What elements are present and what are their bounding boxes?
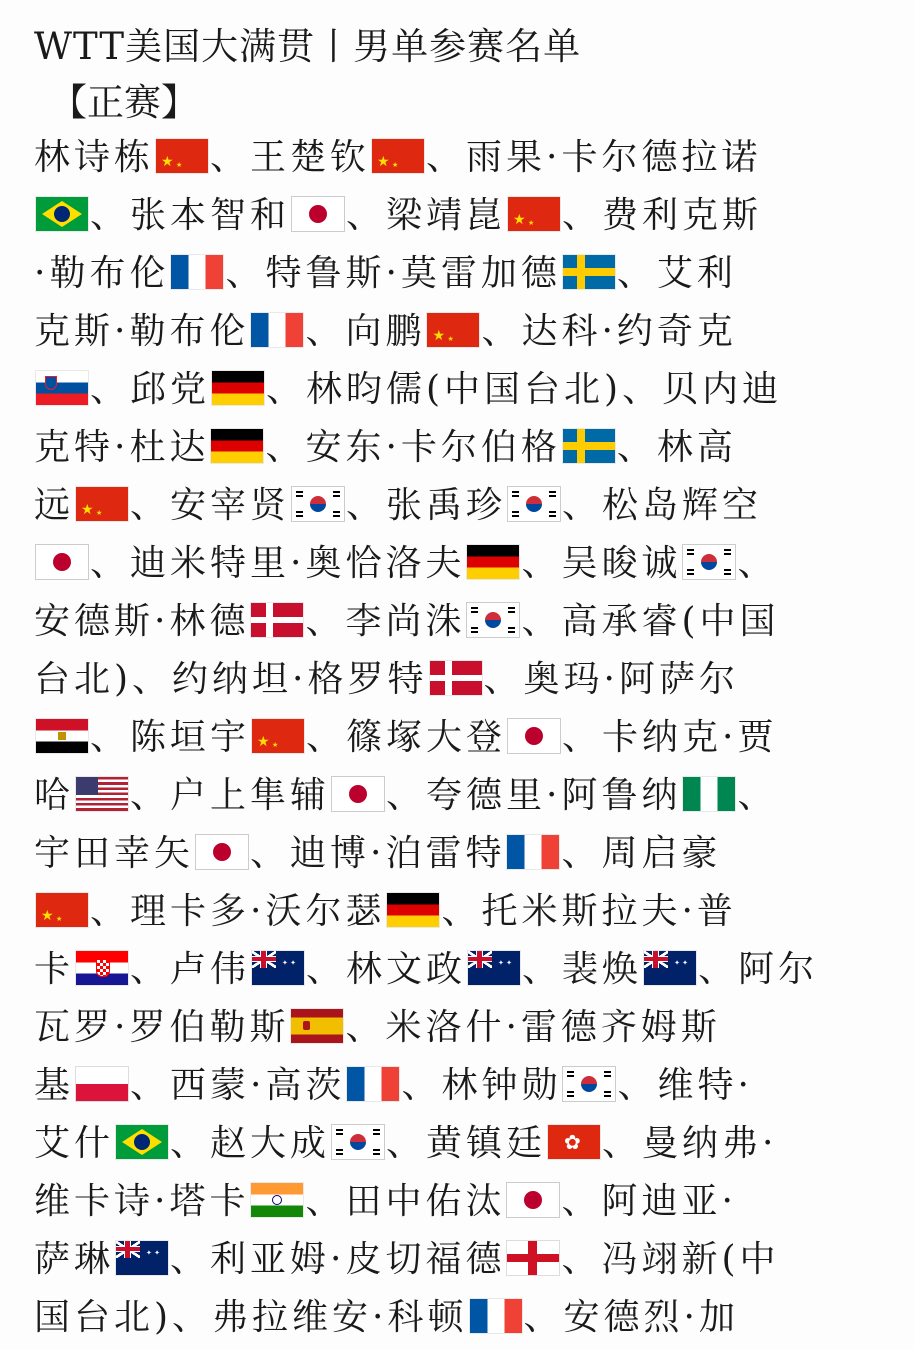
text-segment: 、赵大成: [170, 1123, 331, 1164]
text-segment: 哈: [34, 775, 75, 816]
china-flag-icon: [508, 197, 560, 231]
sweden-flag-icon: [563, 255, 615, 289]
text-segment: 、艾利: [616, 253, 737, 294]
korea-flag-icon: [683, 545, 735, 579]
nigeria-flag-icon: [683, 777, 735, 811]
text-segment: 、利亚姆·皮切福德: [170, 1239, 506, 1280]
text-segment: 、: [737, 543, 778, 584]
text-segment: 、达科·约奇克: [481, 311, 737, 352]
text-segment: 、奥玛·阿萨尔: [483, 659, 739, 700]
text-segment: 台北)、约纳坦·格罗特: [34, 659, 428, 700]
china-flag-icon: [36, 893, 88, 927]
france-flag-icon: [347, 1067, 399, 1101]
text-segment: 、托米斯拉夫·普: [441, 891, 737, 932]
text-line: [34, 948, 818, 992]
text-segment: 、松岛辉空: [562, 485, 763, 526]
text-segment: 、曼纳弗·: [602, 1123, 778, 1164]
text-line: [34, 194, 762, 238]
text-segment: 、向鹏: [305, 311, 426, 352]
text-segment: 卡: [34, 949, 75, 990]
text-segment: 、吴晙诚: [521, 543, 682, 584]
text-segment: 、林文政: [306, 949, 467, 990]
korea-flag-icon: [563, 1067, 615, 1101]
china-flag-icon: [427, 313, 479, 347]
text-segment: 、户上隼辅: [130, 775, 331, 816]
text-line: [34, 542, 777, 586]
text-segment: 、陈垣宇: [90, 717, 251, 758]
text-line: [34, 832, 721, 876]
text-segment: 、米洛什·雷德齐姆斯: [345, 1007, 721, 1048]
text-segment: 、西蒙·高茨: [130, 1065, 346, 1106]
text-segment: 、安德烈·加: [523, 1297, 739, 1338]
text-segment: 、梁靖崑: [346, 195, 507, 236]
text-line: [34, 1006, 721, 1050]
denmark-flag-icon: [251, 603, 303, 637]
china-flag-icon: [156, 139, 208, 173]
text-segment: 维卡诗·塔卡: [34, 1181, 250, 1222]
text-line: [34, 1296, 739, 1340]
usa-flag-icon: [76, 777, 128, 811]
text-segment: 、卡纳克·贾: [562, 717, 778, 758]
text-segment: 林诗栋: [34, 137, 155, 178]
text-segment: 艾什: [34, 1123, 115, 1164]
text-line: [34, 774, 778, 818]
text-line: [34, 252, 737, 296]
australia-flag-icon: [468, 951, 520, 985]
text-segment: 、冯翊新(中: [561, 1239, 780, 1280]
text-segment: 、阿迪亚·: [561, 1181, 737, 1222]
text-segment: 、田中佑汰: [305, 1181, 506, 1222]
china-flag-icon: [372, 139, 424, 173]
brazil-flag-icon: [116, 1125, 168, 1159]
text-line: [34, 716, 777, 760]
text-line: [34, 1238, 780, 1282]
text-line: [34, 658, 739, 702]
text-line: [34, 1064, 753, 1108]
text-segment: 、张禹珍: [346, 485, 507, 526]
section-heading: 【正赛】: [50, 81, 198, 124]
text-segment: 、王楚钦: [210, 137, 371, 178]
text-segment: ·勒布伦: [34, 253, 170, 294]
text-segment: 、特鲁斯·莫雷加德: [225, 253, 561, 294]
korea-flag-icon: [508, 487, 560, 521]
text-segment: 基: [34, 1065, 75, 1106]
text-segment: 、黄镇廷: [386, 1123, 547, 1164]
poland-flag-icon: [76, 1067, 128, 1101]
text-line: [34, 310, 737, 354]
china-flag-icon: [252, 719, 304, 753]
japan-flag-icon: [508, 719, 560, 753]
page-title: WTT美国大满贯丨男单参赛名单: [34, 25, 582, 68]
australia-flag-icon: [252, 951, 304, 985]
china-flag-icon: [76, 487, 128, 521]
text-segment: 、林钟勋: [401, 1065, 562, 1106]
text-segment: 、安宰贤: [130, 485, 291, 526]
text-segment: 、张本智和: [90, 195, 291, 236]
japan-flag-icon: [196, 835, 248, 869]
denmark-flag-icon: [430, 661, 482, 695]
brazil-flag-icon: [36, 197, 88, 231]
text-segment: 国台北)、弗拉维安·科顿: [34, 1297, 468, 1338]
text-line: [34, 426, 737, 470]
text-segment: 、卢伟: [130, 949, 251, 990]
text-line: [34, 600, 780, 644]
korea-flag-icon: [292, 487, 344, 521]
australia-flag-icon: [116, 1241, 168, 1275]
france-flag-icon: [507, 835, 559, 869]
text-line: [34, 1180, 737, 1224]
france-flag-icon: [251, 313, 303, 347]
text-segment: 瓦罗·罗伯勒斯: [34, 1007, 290, 1048]
text-segment: 、篠塚大登: [306, 717, 507, 758]
text-segment: 、理卡多·沃尔瑟: [90, 891, 386, 932]
text-segment: 远: [34, 485, 75, 526]
text-segment: 、周启豪: [561, 833, 722, 874]
text-segment: 萨琳: [34, 1239, 115, 1280]
text-segment: 、林高: [616, 427, 737, 468]
text-segment: 克特·杜达: [34, 427, 210, 468]
text-segment: 、阿尔: [698, 949, 819, 990]
india-flag-icon: [251, 1183, 303, 1217]
australia-flag-icon: [644, 951, 696, 985]
korea-flag-icon: [332, 1125, 384, 1159]
japan-flag-icon: [36, 545, 88, 579]
slovenia-flag-icon: [36, 371, 88, 405]
france-flag-icon: [171, 255, 223, 289]
text-line: [34, 1122, 778, 1166]
text-segment: 克斯·勒布伦: [34, 311, 250, 352]
text-line: [34, 484, 762, 528]
japan-flag-icon: [292, 197, 344, 231]
hongkong-flag-icon: [548, 1125, 600, 1159]
text-segment: 、雨果·卡尔德拉诺: [426, 137, 762, 178]
croatia-flag-icon: [76, 951, 128, 985]
text-line: [34, 890, 737, 934]
germany-flag-icon: [387, 893, 439, 927]
text-segment: 、林昀儒(中国台北)、贝内迪: [266, 369, 783, 410]
japan-flag-icon: [332, 777, 384, 811]
egypt-flag-icon: [36, 719, 88, 753]
text-line: [34, 368, 782, 412]
text-segment: 、邱党: [90, 369, 211, 410]
spain-flag-icon: [291, 1009, 343, 1043]
text-segment: 、安东·卡尔伯格: [265, 427, 561, 468]
text-segment: 安德斯·林德: [34, 601, 250, 642]
text-segment: 、高承睿(中国: [521, 601, 780, 642]
france-flag-icon: [470, 1299, 522, 1333]
sweden-flag-icon: [563, 429, 615, 463]
germany-flag-icon: [211, 429, 263, 463]
text-segment: 、夸德里·阿鲁纳: [386, 775, 682, 816]
text-segment: 、: [737, 775, 778, 816]
germany-flag-icon: [212, 371, 264, 405]
text-segment: 、迪米特里·奥恰洛夫: [90, 543, 466, 584]
text-segment: 宇田幸矢: [34, 833, 195, 874]
korea-flag-icon: [467, 603, 519, 637]
text-segment: 、迪博·泊雷特: [250, 833, 506, 874]
text-segment: 、裴焕: [522, 949, 643, 990]
england-flag-icon: [507, 1241, 559, 1275]
text-segment: 、费利克斯: [562, 195, 763, 236]
text-segment: 、李尚洙: [305, 601, 466, 642]
japan-flag-icon: [507, 1183, 559, 1217]
germany-flag-icon: [467, 545, 519, 579]
text-segment: 、维特·: [617, 1065, 753, 1106]
text-line: [34, 136, 761, 180]
